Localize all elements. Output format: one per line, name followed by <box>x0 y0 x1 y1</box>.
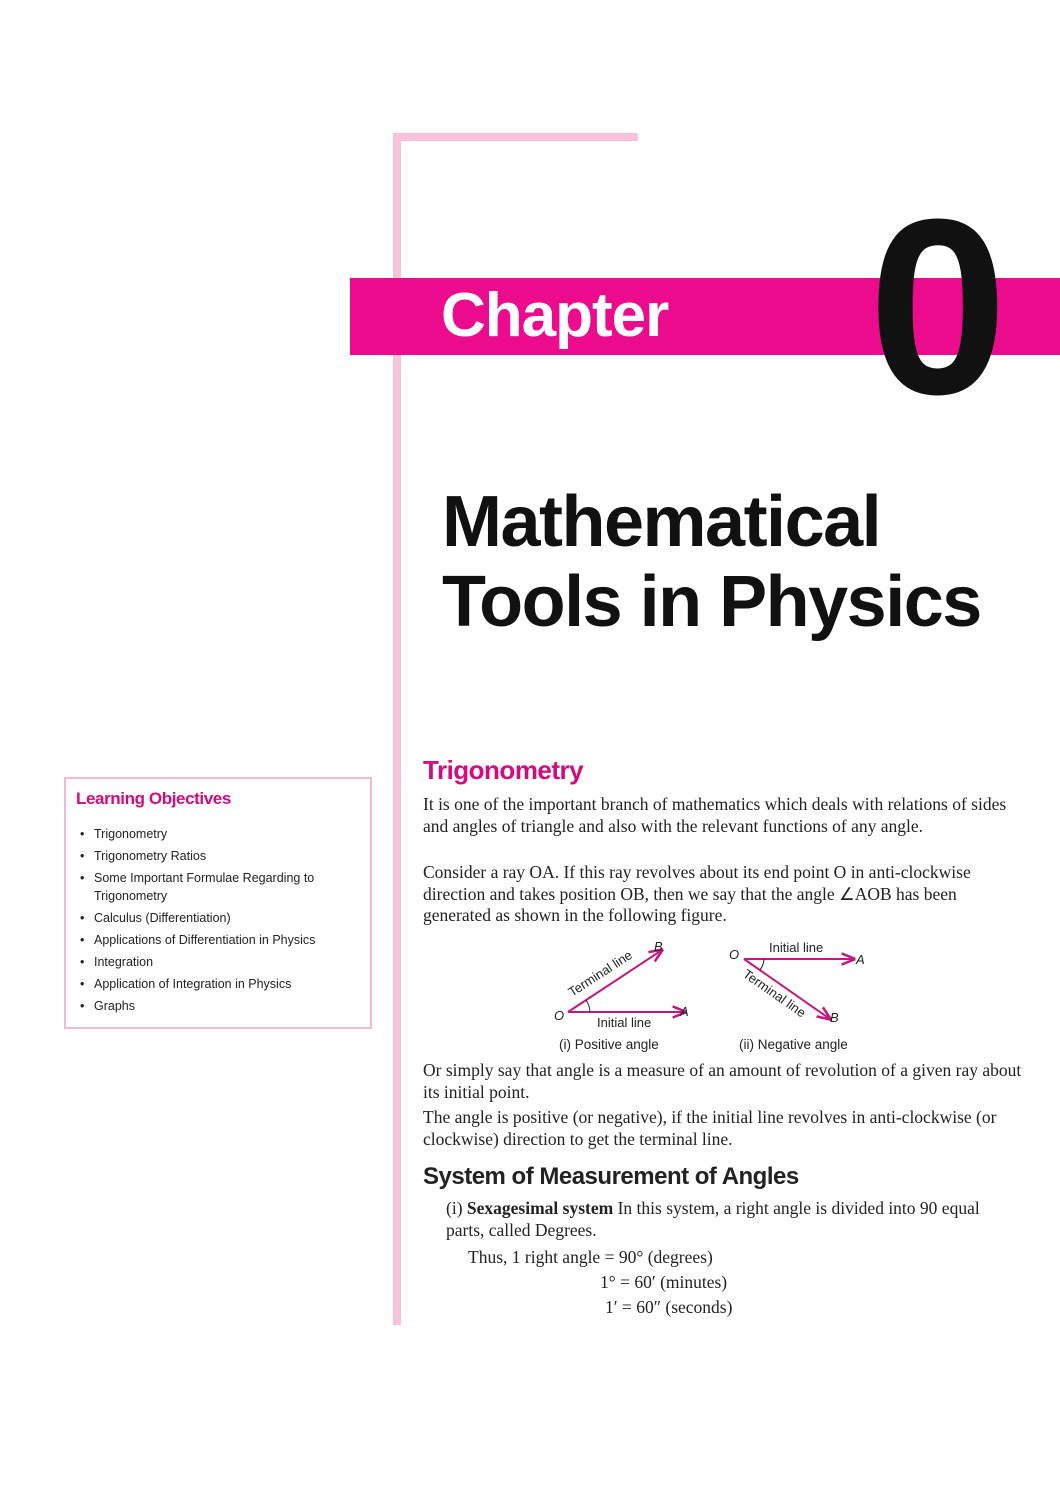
angle-figure <box>540 934 900 1058</box>
bullet-icon: • <box>80 849 85 863</box>
chapter-title-line-1: Mathematical <box>442 482 881 562</box>
point-a-label: A <box>680 1004 689 1019</box>
learning-objectives-box <box>64 777 372 1029</box>
learning-objectives-list <box>78 825 324 1019</box>
terminal-line-label: Terminal line <box>740 966 809 1021</box>
negative-angle-diagram <box>729 940 865 1052</box>
initial-line-label: Initial line <box>769 940 824 955</box>
negative-angle-caption: (ii) Negative angle <box>739 1037 848 1052</box>
angle-arc <box>760 959 764 970</box>
initial-line-label: Initial line <box>597 1015 652 1030</box>
equation: 1° = 60′ (minutes) <box>600 1272 728 1292</box>
paragraph: Or simply say that angle is a measure of an amount of revolution of a given ray about its initial point. <box>423 1060 1022 1102</box>
list-item: • Calculus (Differentiation) <box>80 911 231 925</box>
point-o-label: O <box>729 947 740 962</box>
item-text: In this system, a right angle is divided into 90 equal parts, called Degrees. <box>446 1198 980 1240</box>
point-b-label: B <box>830 1010 839 1025</box>
point-b-label: B <box>654 939 663 954</box>
bullet-icon: • <box>80 911 85 925</box>
item-number: (i) <box>446 1198 463 1218</box>
chapter-number: 0 <box>868 167 1008 446</box>
angle-arc <box>586 1000 590 1012</box>
list-item: • Some Important Formulae Regarding to Trigonometry <box>80 871 315 903</box>
positive-angle-caption: (i) Positive angle <box>559 1037 659 1052</box>
equation: Thus, 1 right angle = 90° (degrees) <box>468 1247 713 1267</box>
paragraph: It is one of the important branch of mathematics which deals with relations of sides and angles of triangle and also with the relevant functions of any angle. <box>423 794 1007 836</box>
list-item: • Graphs <box>80 999 135 1013</box>
section-heading-measurement: System of Measurement of Angles <box>423 1163 799 1190</box>
bullet-icon: • <box>80 871 85 885</box>
bullet-icon: • <box>80 999 85 1013</box>
positive-angle-diagram <box>554 939 689 1052</box>
numbered-item <box>446 1198 1006 1241</box>
bullet-icon: • <box>80 977 85 991</box>
list-item: • Integration <box>80 955 154 969</box>
decorative-horizontal-rule <box>393 133 638 141</box>
bullet-icon: • <box>80 933 85 947</box>
list-item: • Trigonometry <box>80 827 168 841</box>
equation: 1′ = 60″ (seconds) <box>605 1297 733 1317</box>
list-item: • Trigonometry Ratios <box>80 849 207 863</box>
chapter-label: Chapter <box>441 281 669 350</box>
point-o-label: O <box>554 1008 565 1023</box>
section-heading-trigonometry: Trigonometry <box>423 755 584 785</box>
item-lead: Sexagesimal system <box>466 1198 614 1218</box>
chapter-title-line-2: Tools in Physics <box>442 562 981 642</box>
chapter-title <box>442 482 981 642</box>
learning-objectives-heading: Learning Objectives <box>76 789 231 808</box>
paragraph: Consider a ray OA. If this ray revolves about its end point O in anti-clockwise direction and takes position OB, then we say that the angle ∠AOB has been generated as shown in the following figure. <box>423 862 971 925</box>
list-item: • Application of Integration in Physics <box>80 977 292 991</box>
terminal-line-label: Terminal line <box>565 947 635 1000</box>
point-a-label: A <box>856 952 865 967</box>
bullet-icon: • <box>80 827 85 841</box>
paragraph: The angle is positive (or negative), if the initial line revolves in anti-clockwise (or clockwise) direction to get the terminal line. <box>423 1107 997 1149</box>
list-item: • Applications of Differentiation in Physics <box>80 933 316 947</box>
bullet-icon: • <box>80 955 85 969</box>
